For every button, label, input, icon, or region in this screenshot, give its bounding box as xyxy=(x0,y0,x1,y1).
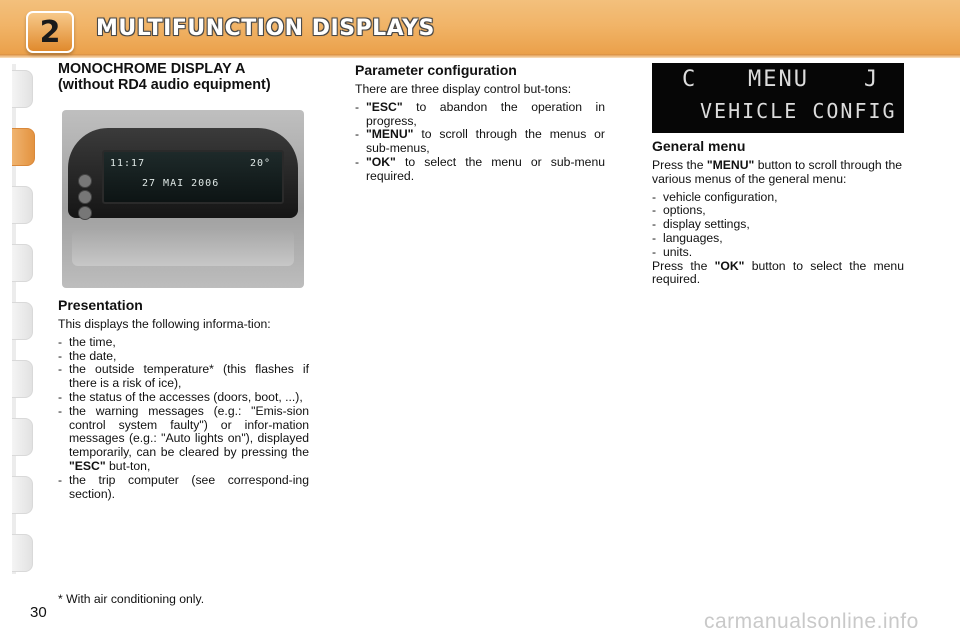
ok-key-label: "OK" xyxy=(714,258,745,273)
page-title: MULTIFUNCTION DISPLAYS xyxy=(96,16,435,41)
general-menu-closing: Press the "OK" button to select the menu required. xyxy=(652,258,904,287)
chapter-tab-4[interactable] xyxy=(12,244,33,282)
presentation-list xyxy=(58,336,309,502)
dashboard-photo xyxy=(62,110,304,288)
list-item: - "OK" to select the menu or sub-menu required. xyxy=(355,154,605,183)
screen-vehicle-config: VEHICLE CONFIG xyxy=(700,99,897,123)
screen-right-bracket: J xyxy=(864,67,880,92)
lcd-temperature: 20° xyxy=(250,158,272,169)
presentation-intro: This displays the following informa-tion: xyxy=(58,317,271,331)
list-item: - the time, xyxy=(58,334,116,349)
presentation-section xyxy=(58,297,309,501)
menu-display-screen xyxy=(652,63,904,133)
chapter-tab-3[interactable] xyxy=(12,186,33,224)
chapter-tab-9[interactable] xyxy=(12,534,33,572)
lcd-time: 11:17 xyxy=(110,158,146,169)
display-a-heading-block xyxy=(58,62,310,93)
general-menu-list xyxy=(652,191,904,260)
chapter-tab-2-active[interactable] xyxy=(12,128,35,166)
control-buttons-list xyxy=(355,101,605,184)
screen-left-bracket: C xyxy=(682,67,698,92)
dash-button-upper xyxy=(78,174,92,188)
monochrome-display xyxy=(102,150,284,204)
chapter-tab-1[interactable] xyxy=(12,70,33,108)
list-item: - "MENU" to scroll through the menus or sub-menus, xyxy=(355,127,605,156)
chapter-tab-5[interactable] xyxy=(12,302,33,340)
list-item: - languages, xyxy=(652,230,723,245)
chapter-tabs xyxy=(12,64,34,574)
chapter-number: 2 xyxy=(39,14,61,50)
screen-menu-title: MENU xyxy=(748,67,809,92)
page-number: 30 xyxy=(30,604,47,621)
list-item: - vehicle configuration, xyxy=(652,189,778,204)
menu-key-label: "MENU" xyxy=(366,127,414,142)
list-item: - the outside temperature* (this flashes if there is a risk of ice), xyxy=(58,362,309,391)
dash-button-middle xyxy=(78,190,92,204)
parameter-configuration-intro: There are three display control but-tons: xyxy=(355,82,572,96)
watermark: carmanualsonline.info xyxy=(704,610,919,633)
list-item: - options, xyxy=(652,203,706,218)
chapter-tab-8[interactable] xyxy=(12,476,33,514)
header-divider xyxy=(0,54,960,58)
esc-key-label: "ESC" xyxy=(69,458,106,473)
dash-lower-panel xyxy=(72,230,294,266)
ok-key-label: "OK" xyxy=(366,154,396,169)
parameter-configuration-heading: Parameter configuration xyxy=(355,62,517,78)
display-a-heading-line1: MONOCHROME DISPLAY A xyxy=(58,61,246,77)
list-item: - units. xyxy=(652,244,693,259)
presentation-heading: Presentation xyxy=(58,297,143,313)
chapter-badge xyxy=(26,11,74,53)
list-item: - display settings, xyxy=(652,217,750,232)
list-item: - the trip computer (see correspond-ing section). xyxy=(58,472,309,501)
parameter-configuration-section xyxy=(355,62,605,184)
menu-key-label: "MENU" xyxy=(706,158,755,172)
lcd-date: 27 MAI 2006 xyxy=(142,178,220,189)
esc-key-label: "ESC" xyxy=(366,99,403,114)
general-menu-intro: Press the "MENU" button to scroll through the various menus of the general menu: xyxy=(652,158,903,186)
list-item: - the warning messages (e.g.: "Emis-sion control system faulty") or infor-mation messages (e.g.: "Auto lights on"), displayed temporarily, can be cleared by pressing the "ESC" but-ton, xyxy=(58,403,309,473)
chapter-tab-6[interactable] xyxy=(12,360,33,398)
list-item: - the status of the accesses (doors, boot, ...), xyxy=(58,389,303,404)
general-menu-heading: General menu xyxy=(652,138,746,154)
chapter-tab-7[interactable] xyxy=(12,418,33,456)
display-a-heading-line2: (without RD4 audio equipment) xyxy=(58,76,271,93)
general-menu-section xyxy=(652,138,904,291)
list-item: - the date, xyxy=(58,348,117,363)
dash-button-lower xyxy=(78,206,92,220)
footnote: * With air conditioning only. xyxy=(58,592,205,606)
list-item: - "ESC" to abandon the operation in progress, xyxy=(355,99,606,128)
